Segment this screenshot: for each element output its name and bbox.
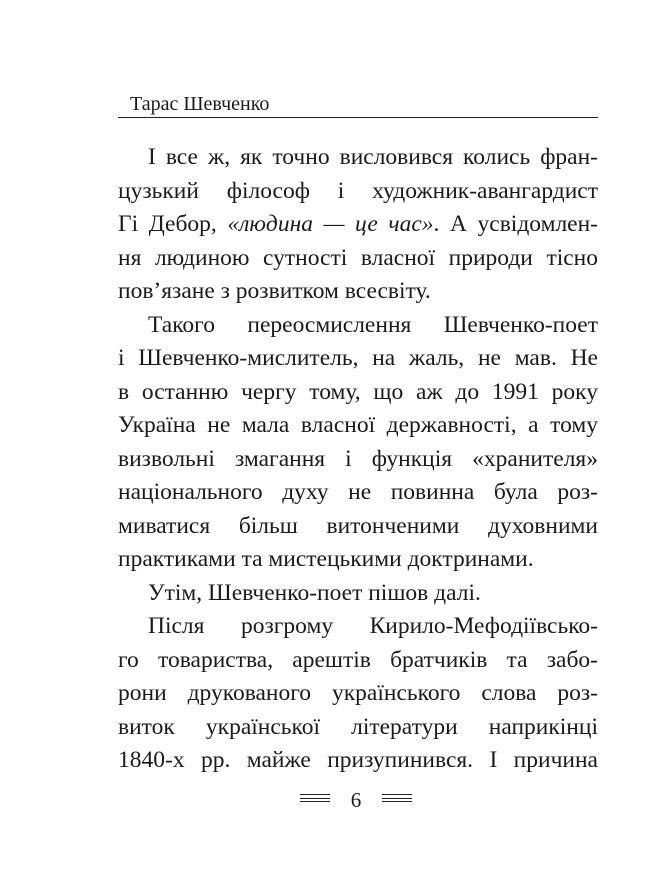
header-rule [118, 117, 598, 118]
text-line: Україна не мала власної державності, а тому [118, 412, 598, 438]
text-line: виток української літератури наприкінці [118, 713, 598, 740]
text-line: Такого переосмислення Шевченко-поет [148, 311, 598, 338]
body-text [118, 141, 598, 778]
running-title: Тарас Шевченко [130, 93, 270, 115]
text-line [118, 208, 598, 242]
text-line: 1840-х рр. майже призупинився. І причина [118, 747, 598, 773]
text-line: Утім, Шевченко-поет пішов далі. [148, 579, 481, 606]
text-line: І все ж, як точно висловився колись фран- [148, 144, 598, 170]
text-line: рони друкованого українського слова роз- [118, 680, 598, 706]
text-line: в останню чергу тому, що аж до 1991 року [118, 378, 598, 405]
running-header [118, 92, 598, 118]
text-line: практиками та мистецькими доктринами. [118, 546, 534, 572]
text-line: миватися більш витонченими духовними [118, 512, 598, 539]
page-footer [300, 788, 412, 812]
text-line: національного духу не повинна була роз- [118, 479, 598, 505]
text-line: ня людиною сутності власної природи тісно [118, 244, 598, 271]
text-line: пов’язане з розвитком всесвіту. [118, 278, 431, 304]
text-line: Після розгрому Кирило-Мефодіївсько- [148, 613, 598, 639]
text-line: визвольні змагання і функція «хранителя» [118, 445, 598, 472]
footer-ornament-right [382, 794, 412, 803]
text-segment: Гі Дебор, [118, 211, 228, 237]
text-line: цузький філософ і художник-авангардист [118, 177, 598, 204]
text-line: і Шевченко-мислитель, на жаль, не мав. Не [118, 345, 598, 371]
page-number: 6 [350, 788, 362, 812]
text-segment: . А усвідомлен- [433, 211, 599, 237]
text-line: го товариства, арештів братчиків та забо- [118, 646, 598, 673]
italic-quote: «людина — це час» [227, 211, 434, 237]
